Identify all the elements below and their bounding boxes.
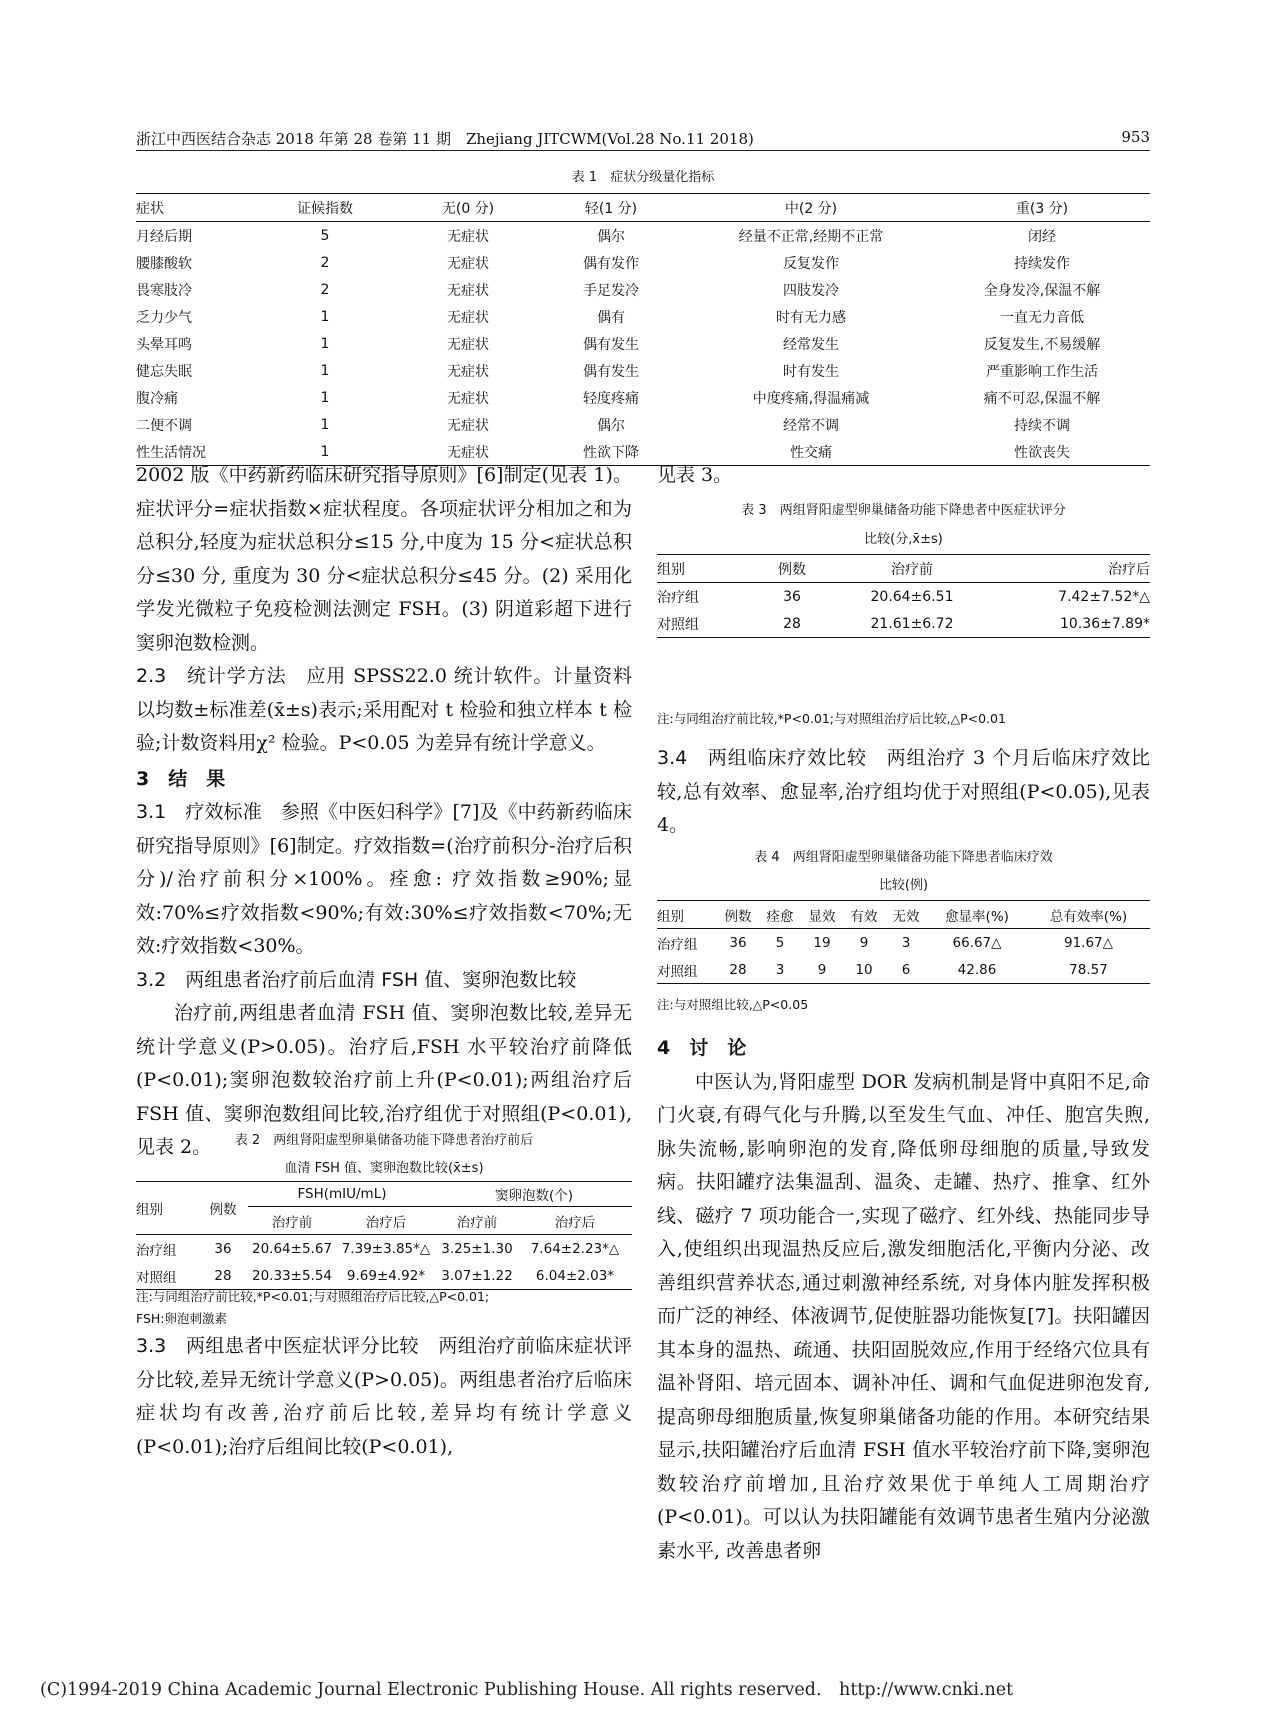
table4-cell: 5 bbox=[775, 934, 785, 951]
table4-cell: 10 bbox=[843, 956, 885, 984]
section-3-1-text: 参照《中医妇科学》[7]及《中药新药临床研究指导原则》[6]制定。疗效指数=(治疗前积分-治疗后积分)/治疗前积分×100%。痊愈: 疗效指数≥90%;显效:70%≤疗效指数<90%;有效:30%≤疗效指数<70%;无效:疗效指数<30%。 bbox=[136, 801, 632, 957]
table4-header-cell: 例数 bbox=[717, 901, 759, 929]
table4-header-cell: 痊愈 bbox=[759, 901, 801, 929]
table1-cell: 无症状 bbox=[447, 390, 489, 407]
table2-header-cell: 治疗后 bbox=[336, 1207, 436, 1235]
table3-cell: 对照组 bbox=[657, 610, 747, 638]
table4-note: 注:与对照组比较,△P<0.05 bbox=[657, 997, 809, 1012]
table1-cell: 反复发生,不易缓解 bbox=[983, 336, 1101, 353]
table1-cell: 性交痛 bbox=[688, 438, 934, 466]
table1-cell: 无症状 bbox=[447, 228, 489, 245]
table2-note: 注:与同组治疗前比较,*P<0.01;与对照组治疗后比较,△P<0.01; bbox=[136, 1289, 490, 1304]
table1-cell: 偶有发生 bbox=[583, 363, 639, 380]
table4-caption-line1: 表 4 两组肾阳虚型卵巢储备功能下降患者临床疗效 bbox=[754, 850, 1053, 865]
section-4-heading: 4 讨 论 bbox=[657, 1037, 747, 1059]
section-2-3-heading: 2.3 统计学方法 bbox=[136, 665, 287, 687]
table4-cell: 对照组 bbox=[657, 956, 717, 984]
table1-cell: 月经后期 bbox=[136, 228, 192, 245]
table1-cell: 无症状 bbox=[447, 255, 489, 272]
table2-notes bbox=[136, 1286, 632, 1330]
table1-cell: 性欲下降 bbox=[534, 438, 688, 466]
table3-header-cell: 治疗前 bbox=[837, 555, 987, 583]
paragraph-see-table3: 见表 3。 bbox=[657, 464, 733, 486]
table-row bbox=[657, 929, 1150, 957]
table3-header-cell: 组别 bbox=[657, 555, 747, 583]
table2-cell: 36 bbox=[214, 1240, 232, 1257]
table4-cell: 66.67△ bbox=[952, 934, 1002, 951]
table4-header-cell: 总有效率(%) bbox=[1027, 901, 1150, 929]
table1-cell: 反复发作 bbox=[783, 255, 839, 272]
right-column-discussion bbox=[657, 1032, 1150, 1568]
table3-cell: 20.64±6.51 bbox=[870, 588, 954, 605]
table3-header-row bbox=[657, 555, 1150, 583]
table1-cell: 一直无力音低 bbox=[1000, 309, 1084, 326]
table2-caption-line1: 表 2 两组肾阳虚型卵巢储备功能下降患者治疗前后 bbox=[234, 1133, 534, 1148]
table3-cell: 7.42±7.52*△ bbox=[1058, 588, 1150, 605]
section-3-4 bbox=[657, 742, 1150, 843]
table3-caption-line1: 表 3 两组肾阳虚型卵巢储备功能下降患者中医症状评分 bbox=[741, 503, 1066, 518]
left-column-bottom bbox=[136, 1330, 632, 1464]
journal-header: 浙江中西医结合杂志 2018 年第 28 卷第 11 期 Zhejiang JITCWM(Vol.28 No.11 2018) bbox=[136, 130, 754, 148]
table1-cell: 偶有发生 bbox=[583, 336, 639, 353]
table4-cell: 6 bbox=[885, 956, 927, 984]
table3-caption-line2: 比较(分,x̄±s) bbox=[864, 532, 943, 547]
table-row bbox=[136, 276, 1150, 303]
table3-cell: 10.36±7.89* bbox=[987, 610, 1150, 638]
table3-tcm-symptom-scores bbox=[657, 554, 1150, 638]
section-2-3-text: 应用 SPSS22.0 统计软件。计量资料以均数±标准差(x̄±s)表示;采用配对 t 检验和独立样本 t 检验;计数资料用χ² 检验。P<0.05 为差异有统计学意义。 bbox=[136, 665, 632, 754]
table1-cell: 严重影响工作生活 bbox=[986, 363, 1098, 380]
table-row bbox=[136, 330, 1150, 357]
table4-cell: 42.86 bbox=[927, 956, 1027, 984]
table1-caption: 表 1 症状分级量化指标 bbox=[571, 170, 715, 185]
table4-cell: 28 bbox=[717, 956, 759, 984]
table2-caption-line2: 血清 FSH 值、窦卵泡数比较(x̄±s) bbox=[284, 1161, 484, 1176]
table1-cell: 健忘失眠 bbox=[136, 363, 192, 380]
table3-cell: 28 bbox=[747, 610, 837, 638]
table1-cell: 四肢发冷 bbox=[783, 282, 839, 299]
table1-cell: 持续不调 bbox=[1014, 417, 1070, 434]
table4-cell: 9 bbox=[801, 956, 843, 984]
table1-header-cell: 无(0 分) bbox=[402, 194, 534, 222]
table3-cell: 36 bbox=[783, 588, 801, 605]
table1-cell: 无症状 bbox=[447, 282, 489, 299]
table1-cell: 1 bbox=[320, 362, 330, 379]
table1-cell: 经量不正常,经期不正常 bbox=[738, 228, 884, 245]
table1-cell: 偶尔 bbox=[597, 417, 625, 434]
table-row bbox=[136, 384, 1150, 411]
table1-cell: 偶尔 bbox=[597, 228, 625, 245]
table1-header-cell: 证候指数 bbox=[248, 194, 402, 222]
table1-cell: 畏寒肢冷 bbox=[136, 282, 192, 299]
table1-cell: 时有无力感 bbox=[776, 309, 846, 326]
table2-header-cell: 治疗前 bbox=[436, 1207, 518, 1235]
table4-cell: 36 bbox=[729, 934, 747, 951]
section-4-text: 中医认为,肾阳虚型 DOR 发病机制是肾中真阳不足,命门火衰,有碍气化与升腾,以至发生气血、冲任、胞宫失煦,脉失流畅,影响卵泡的发育,降低卵母细胞的质量,导致发病。扶阳罐疗法集温刮、温灸、走罐、热疗、推拿、红外线、磁疗 7 项功能合一,实现了磁疗、红外线、热能同步导入,使组织出现温热反应后,激发细胞活化,平衡内分泌、改善组织营养状态,通过刺激神经系统, 对身体内脏发挥积极而广泛的神经、体液调节,促使脏器功能恢复[7]。扶阳罐因其本身的温热、疏通、扶阳固脱效应,作用于经络穴位具有温补肾阳、培元固本、调补冲任、调和气血促进卵泡发育,提高卵母细胞质量,恢复卵巢储备功能的作用。本研究结果显示,扶阳罐治疗后血清 FSH 值水平较治疗前下降,窦卵泡数较治疗前增加,且治疗效果优于单纯人工周期治疗(P<0.01)。可以认为扶阳罐能有效调节患者生殖内分泌激素水平, 改善患者卵 bbox=[657, 1070, 1150, 1562]
table2-header-cell: 例数 bbox=[198, 1182, 248, 1235]
section-3-2-text: 治疗前,两组患者血清 FSH 值、窦卵泡数比较,差异无统计学意义(P>0.05)。治疗后,FSH 水平较治疗前降低(P<0.01);窦卵泡数较治疗前上升(P<0.01);两组治疗后 FSH 值、窦卵泡数组间比较,治疗组优于对照组(P<0.01),见表 2。 bbox=[136, 1002, 632, 1158]
table1-header-row bbox=[136, 194, 1150, 222]
table1-cell: 1 bbox=[320, 335, 330, 352]
table3-cell: 21.61±6.72 bbox=[837, 610, 987, 638]
table1-cell: 腰膝酸软 bbox=[136, 255, 192, 272]
table2-fsh-follicle bbox=[136, 1181, 632, 1290]
table4-cell: 19 bbox=[813, 934, 831, 951]
table4-header-row bbox=[657, 901, 1150, 929]
table2-cell: 3.07±1.22 bbox=[436, 1262, 518, 1290]
table1-cell: 腹冷痛 bbox=[136, 390, 178, 407]
table4-header-cell: 显效 bbox=[801, 901, 843, 929]
page-number: 953 bbox=[1121, 128, 1150, 146]
table4-clinical-efficacy bbox=[657, 900, 1150, 984]
table1-header-cell: 重(3 分) bbox=[934, 194, 1150, 222]
table4-caption-line2: 比较(例) bbox=[878, 878, 929, 893]
table1-cell: 经常不调 bbox=[783, 417, 839, 434]
table1-cell: 1 bbox=[248, 438, 402, 466]
table1-header-cell: 轻(1 分) bbox=[534, 194, 688, 222]
table2-note-abbrev: FSH:卵泡刺激素 bbox=[136, 1311, 228, 1326]
table2-cell: 治疗组 bbox=[136, 1242, 177, 1259]
table4-cell: 3 bbox=[901, 934, 911, 951]
table1-cell: 性欲丧失 bbox=[934, 438, 1150, 466]
table-row bbox=[136, 1235, 632, 1263]
table2-cell: 7.39±3.85*△ bbox=[341, 1240, 431, 1257]
table1-header-cell: 中(2 分) bbox=[688, 194, 934, 222]
table1-cell: 无症状 bbox=[447, 309, 489, 326]
table-row bbox=[136, 303, 1150, 330]
table1-cell: 二便不调 bbox=[136, 417, 192, 434]
table1-cell: 2 bbox=[320, 254, 330, 271]
copyright-footer: (C)1994-2019 China Academic Journal Electronic Publishing House. All rights reserved. http://www.cnki.net bbox=[40, 1680, 1014, 1700]
section-3-1 bbox=[136, 796, 632, 964]
table4-cell: 91.67△ bbox=[1063, 934, 1114, 951]
table1-cell: 性生活情况 bbox=[136, 438, 248, 466]
table2-cell: 28 bbox=[198, 1262, 248, 1290]
table1-cell: 中度疼痛,得温痛减 bbox=[752, 390, 870, 407]
table1-cell: 1 bbox=[320, 416, 330, 433]
table-row bbox=[136, 357, 1150, 384]
table2-cell: 6.04±2.03* bbox=[518, 1262, 632, 1290]
table1-cell: 无症状 bbox=[447, 417, 489, 434]
section-3-1-heading: 3.1 疗效标准 bbox=[136, 801, 262, 823]
table1-symptom-grading bbox=[136, 193, 1150, 466]
table4-cell: 9 bbox=[859, 934, 869, 951]
table-row bbox=[136, 222, 1150, 250]
table3-header-cell: 例数 bbox=[747, 555, 837, 583]
table1-cell: 无症状 bbox=[447, 336, 489, 353]
right-column-top bbox=[657, 459, 1150, 493]
section-3-4-text: 两组治疗 3 个月后临床疗效比较,总有效率、愈显率,治疗组均优于对照组(P<0.05),见表 4。 bbox=[657, 747, 1151, 836]
running-header bbox=[136, 128, 1150, 151]
table1-cell: 1 bbox=[320, 308, 330, 325]
table1-cell: 手足发冷 bbox=[583, 282, 639, 299]
table1-cell: 2 bbox=[320, 281, 330, 298]
table1-cell: 头晕耳鸣 bbox=[136, 336, 192, 353]
table1-cell: 经常发生 bbox=[783, 336, 839, 353]
table1-cell: 无症状 bbox=[402, 438, 534, 466]
table1-header-cell: 症状 bbox=[136, 194, 248, 222]
table2-header-cell: FSH(mIU/mL) bbox=[248, 1182, 436, 1207]
table2-cell: 7.64±2.23*△ bbox=[530, 1240, 620, 1257]
table4-header-cell: 无效 bbox=[885, 901, 927, 929]
section-3-3 bbox=[136, 1330, 632, 1464]
table2-cell: 20.64±5.67 bbox=[251, 1240, 333, 1257]
section-3-3-text: 两组治疗前临床症状评分比较,差异无统计学意义(P>0.05)。两组患者治疗后临床症状均有改善,治疗前后比较,差异均有统计学意义(P<0.01);治疗后组间比较(P<0.01), bbox=[136, 1335, 632, 1458]
table1-cell: 无症状 bbox=[447, 363, 489, 380]
table2-cell: 3.25±1.30 bbox=[441, 1240, 513, 1257]
table1-cell: 轻度疼痛 bbox=[583, 390, 639, 407]
table1-cell: 痛不可忍,保温不解 bbox=[983, 390, 1101, 407]
table-row bbox=[136, 249, 1150, 276]
table2-cell: 20.33±5.54 bbox=[248, 1262, 336, 1290]
table4-cell: 治疗组 bbox=[657, 936, 698, 953]
section-3-2-heading: 3.2 两组患者治疗前后血清 FSH 值、窦卵泡数比较 bbox=[136, 968, 577, 991]
table2-header-cell: 窦卵泡数(个) bbox=[436, 1182, 632, 1207]
table1-cell: 全身发冷,保温不解 bbox=[983, 282, 1101, 299]
table2-header-cell: 治疗后 bbox=[518, 1207, 632, 1235]
table-row bbox=[657, 583, 1150, 611]
table1-cell: 时有发生 bbox=[783, 363, 839, 380]
table-row bbox=[657, 956, 1150, 984]
table4-cell: 78.57 bbox=[1027, 956, 1150, 984]
table4-header-cell: 组别 bbox=[657, 901, 717, 929]
table1-cell: 乏力少气 bbox=[136, 309, 192, 326]
table-row bbox=[136, 411, 1150, 438]
table1-cell: 偶有 bbox=[597, 309, 625, 326]
table2-header-row bbox=[136, 1182, 632, 1207]
table1-cell: 偶有发作 bbox=[583, 255, 639, 272]
table1-cell: 持续发作 bbox=[1014, 255, 1070, 272]
section-3-heading: 3 结 果 bbox=[136, 767, 226, 790]
left-column bbox=[136, 459, 632, 1165]
table2-cell: 9.69±4.92* bbox=[336, 1262, 436, 1290]
table2-header-cell: 组别 bbox=[136, 1182, 198, 1235]
section-2-3 bbox=[136, 660, 632, 761]
table4-cell: 3 bbox=[759, 956, 801, 984]
table1-cell: 闭经 bbox=[1028, 228, 1056, 245]
table4-header-cell: 愈显率(%) bbox=[927, 901, 1027, 929]
section-3-3-heading: 3.3 两组患者中医症状评分比较 bbox=[136, 1335, 419, 1357]
table1-cell: 1 bbox=[320, 389, 330, 406]
table3-cell: 治疗组 bbox=[657, 589, 699, 606]
table2-cell: 对照组 bbox=[136, 1262, 198, 1290]
table3-header-cell: 治疗后 bbox=[987, 555, 1150, 583]
table-row bbox=[657, 610, 1150, 638]
table4-header-cell: 有效 bbox=[843, 901, 885, 929]
table3-note: 注:与同组治疗前比较,*P<0.01;与对照组治疗后比较,△P<0.01 bbox=[657, 711, 1006, 726]
section-3-4-heading: 3.4 两组临床疗效比较 bbox=[657, 747, 867, 769]
table1-cell: 5 bbox=[320, 227, 330, 244]
right-column-3-4 bbox=[657, 742, 1150, 843]
table2-header-cell: 治疗前 bbox=[248, 1207, 336, 1235]
paragraph-method-continued: 2002 版《中药新药临床研究指导原则》[6]制定(见表 1)。症状评分=症状指数×症状程度。各项症状评分相加之和为总积分,轻度为症状总积分≤15 分,中度为 15 分<症状总积分≤30 分, 重度为 30 分<症状总积分≤45 分。(2) 采用化学发光微粒子免疫检测法测定 FSH。(3) 阴道彩超下进行窦卵泡数检测。 bbox=[136, 464, 632, 654]
